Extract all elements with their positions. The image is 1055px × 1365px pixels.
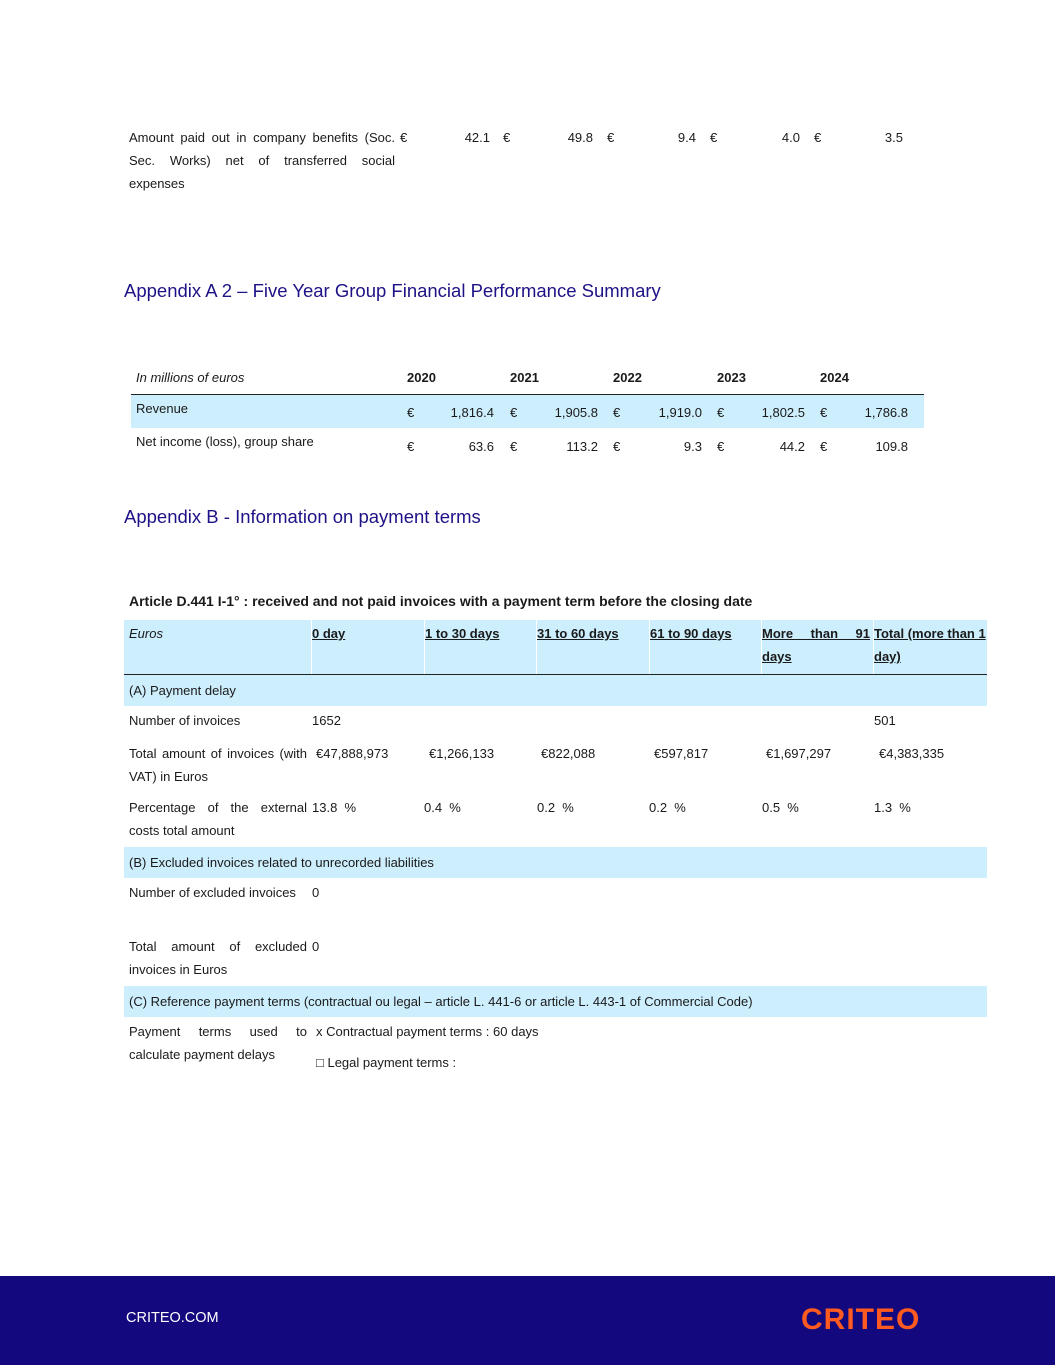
- revenue-2022: 1,919.0: [658, 405, 702, 420]
- footer-site-link[interactable]: CRITEO.COM: [126, 1310, 219, 1326]
- year-2023: 2023: [717, 370, 746, 385]
- section-a-label: (A) Payment delay: [129, 683, 236, 698]
- excluded-number-value: 0: [312, 885, 320, 900]
- currency-symbol: €: [400, 130, 408, 145]
- header-euros: Euros: [129, 626, 163, 641]
- percent-31-60-days: 0.2 %: [537, 800, 574, 815]
- section-a-band: [124, 675, 987, 706]
- row-label: Revenue: [136, 401, 189, 416]
- benefits-value-2024: 3.5: [884, 130, 903, 145]
- criteo-logo: CRITEO: [801, 1303, 921, 1336]
- benefits-row-label: Amount paid out in company benefits (Soc. Sec. Works) net of transferred social expenses: [129, 130, 395, 191]
- section-c-label: (C) Reference payment terms (contractual ou legal – article L. 441-6 or article L. 443-1 of Commercial Code): [129, 994, 753, 1009]
- row-number-of-invoices-label: Number of invoices: [129, 713, 241, 728]
- percent-0-day: 13.8 %: [312, 800, 357, 815]
- net-income-2021: 113.2: [566, 439, 598, 454]
- amount-total: €4,383,335: [879, 746, 945, 761]
- revenue-2021: 1,905.8: [554, 405, 598, 420]
- year-2024: 2024: [820, 370, 849, 385]
- section-c-band: [124, 986, 987, 1017]
- revenue-2020: 1,816.4: [450, 405, 494, 420]
- payment-table-header: [124, 620, 987, 675]
- row-label: Net income (loss), group share: [136, 434, 314, 449]
- page-footer: [0, 1276, 1055, 1365]
- header-0-day: 0 day: [312, 626, 346, 641]
- benefits-value-2023: 4.0: [781, 130, 800, 145]
- net-income-2020: 63.6: [468, 439, 494, 454]
- table-row-revenue: [131, 395, 924, 428]
- percent-more-than-91-days: 0.5 %: [762, 800, 799, 815]
- table-row-net-income: [131, 428, 924, 462]
- revenue-2024: 1,786.8: [864, 405, 908, 420]
- article-title: Article D.441 I-1° : received and not paid invoices with a payment term before the closing date: [129, 593, 753, 609]
- row-excluded-number-label: Number of excluded invoices: [129, 885, 296, 900]
- header-more-than-91-days: More than 91 days: [762, 626, 870, 664]
- five-year-table-header: [131, 364, 924, 395]
- currency-symbol: €: [717, 439, 725, 454]
- year-2020: 2020: [407, 370, 436, 385]
- contractual-terms: x Contractual payment terms : 60 days: [316, 1024, 539, 1039]
- row-total-amount-label: Total amount of invoices (with VAT) in Euros: [129, 746, 307, 784]
- invoices-total: 501: [874, 713, 896, 728]
- excluded-amount-value: 0: [312, 939, 320, 954]
- currency-symbol: €: [510, 439, 518, 454]
- year-2022: 2022: [613, 370, 642, 385]
- header-total: Total (more than 1 day): [874, 626, 986, 664]
- currency-symbol: €: [814, 130, 822, 145]
- amount-61-90-days: €597,817: [654, 746, 709, 761]
- section-b-band: [124, 847, 987, 878]
- benefits-value-2021: 49.8: [567, 130, 593, 145]
- section-b-label: (B) Excluded invoices related to unrecorded liabilities: [129, 855, 434, 870]
- percent-1-30-days: 0.4 %: [424, 800, 461, 815]
- header-61-90-days: 61 to 90 days: [650, 626, 732, 641]
- row-excluded-amount-label: Total amount of excluded invoices in Euros: [129, 939, 307, 977]
- unit-label: In millions of euros: [136, 370, 245, 385]
- currency-symbol: €: [407, 405, 415, 420]
- year-2021: 2021: [510, 370, 539, 385]
- amount-1-30-days: €1,266,133: [429, 746, 495, 761]
- percent-total: 1.3 %: [874, 800, 911, 815]
- row-payment-terms-label: Payment terms used to calculate payment delays: [129, 1024, 307, 1062]
- currency-symbol: €: [407, 439, 415, 454]
- currency-symbol: €: [503, 130, 511, 145]
- amount-0-day: €47,888,973: [316, 746, 389, 761]
- net-income-2024: 109.8: [875, 439, 908, 454]
- currency-symbol: €: [613, 439, 621, 454]
- benefits-value-2022: 9.4: [677, 130, 696, 145]
- amount-31-60-days: €822,088: [541, 746, 596, 761]
- appendix-b-title: Appendix B - Information on payment terms: [124, 506, 481, 527]
- benefits-value-2020: 42.1: [464, 130, 490, 145]
- appendix-a2-title: Appendix A 2 – Five Year Group Financial Performance Summary: [124, 280, 661, 301]
- currency-symbol: €: [710, 130, 718, 145]
- legal-terms: □ Legal payment terms :: [316, 1055, 457, 1070]
- currency-symbol: €: [510, 405, 518, 420]
- row-percentage-label: Percentage of the external costs total amount: [129, 800, 307, 838]
- net-income-2023: 44.2: [779, 439, 805, 454]
- currency-symbol: €: [820, 405, 828, 420]
- invoices-0-day: 1652: [312, 713, 341, 728]
- currency-symbol: €: [820, 439, 828, 454]
- header-31-60-days: 31 to 60 days: [537, 626, 619, 641]
- currency-symbol: €: [613, 405, 621, 420]
- currency-symbol: €: [717, 405, 725, 420]
- header-1-30-days: 1 to 30 days: [425, 626, 500, 641]
- amount-more-than-91-days: €1,697,297: [766, 746, 832, 761]
- percent-61-90-days: 0.2 %: [649, 800, 686, 815]
- revenue-2023: 1,802.5: [761, 405, 805, 420]
- net-income-2022: 9.3: [683, 439, 702, 454]
- currency-symbol: €: [607, 130, 615, 145]
